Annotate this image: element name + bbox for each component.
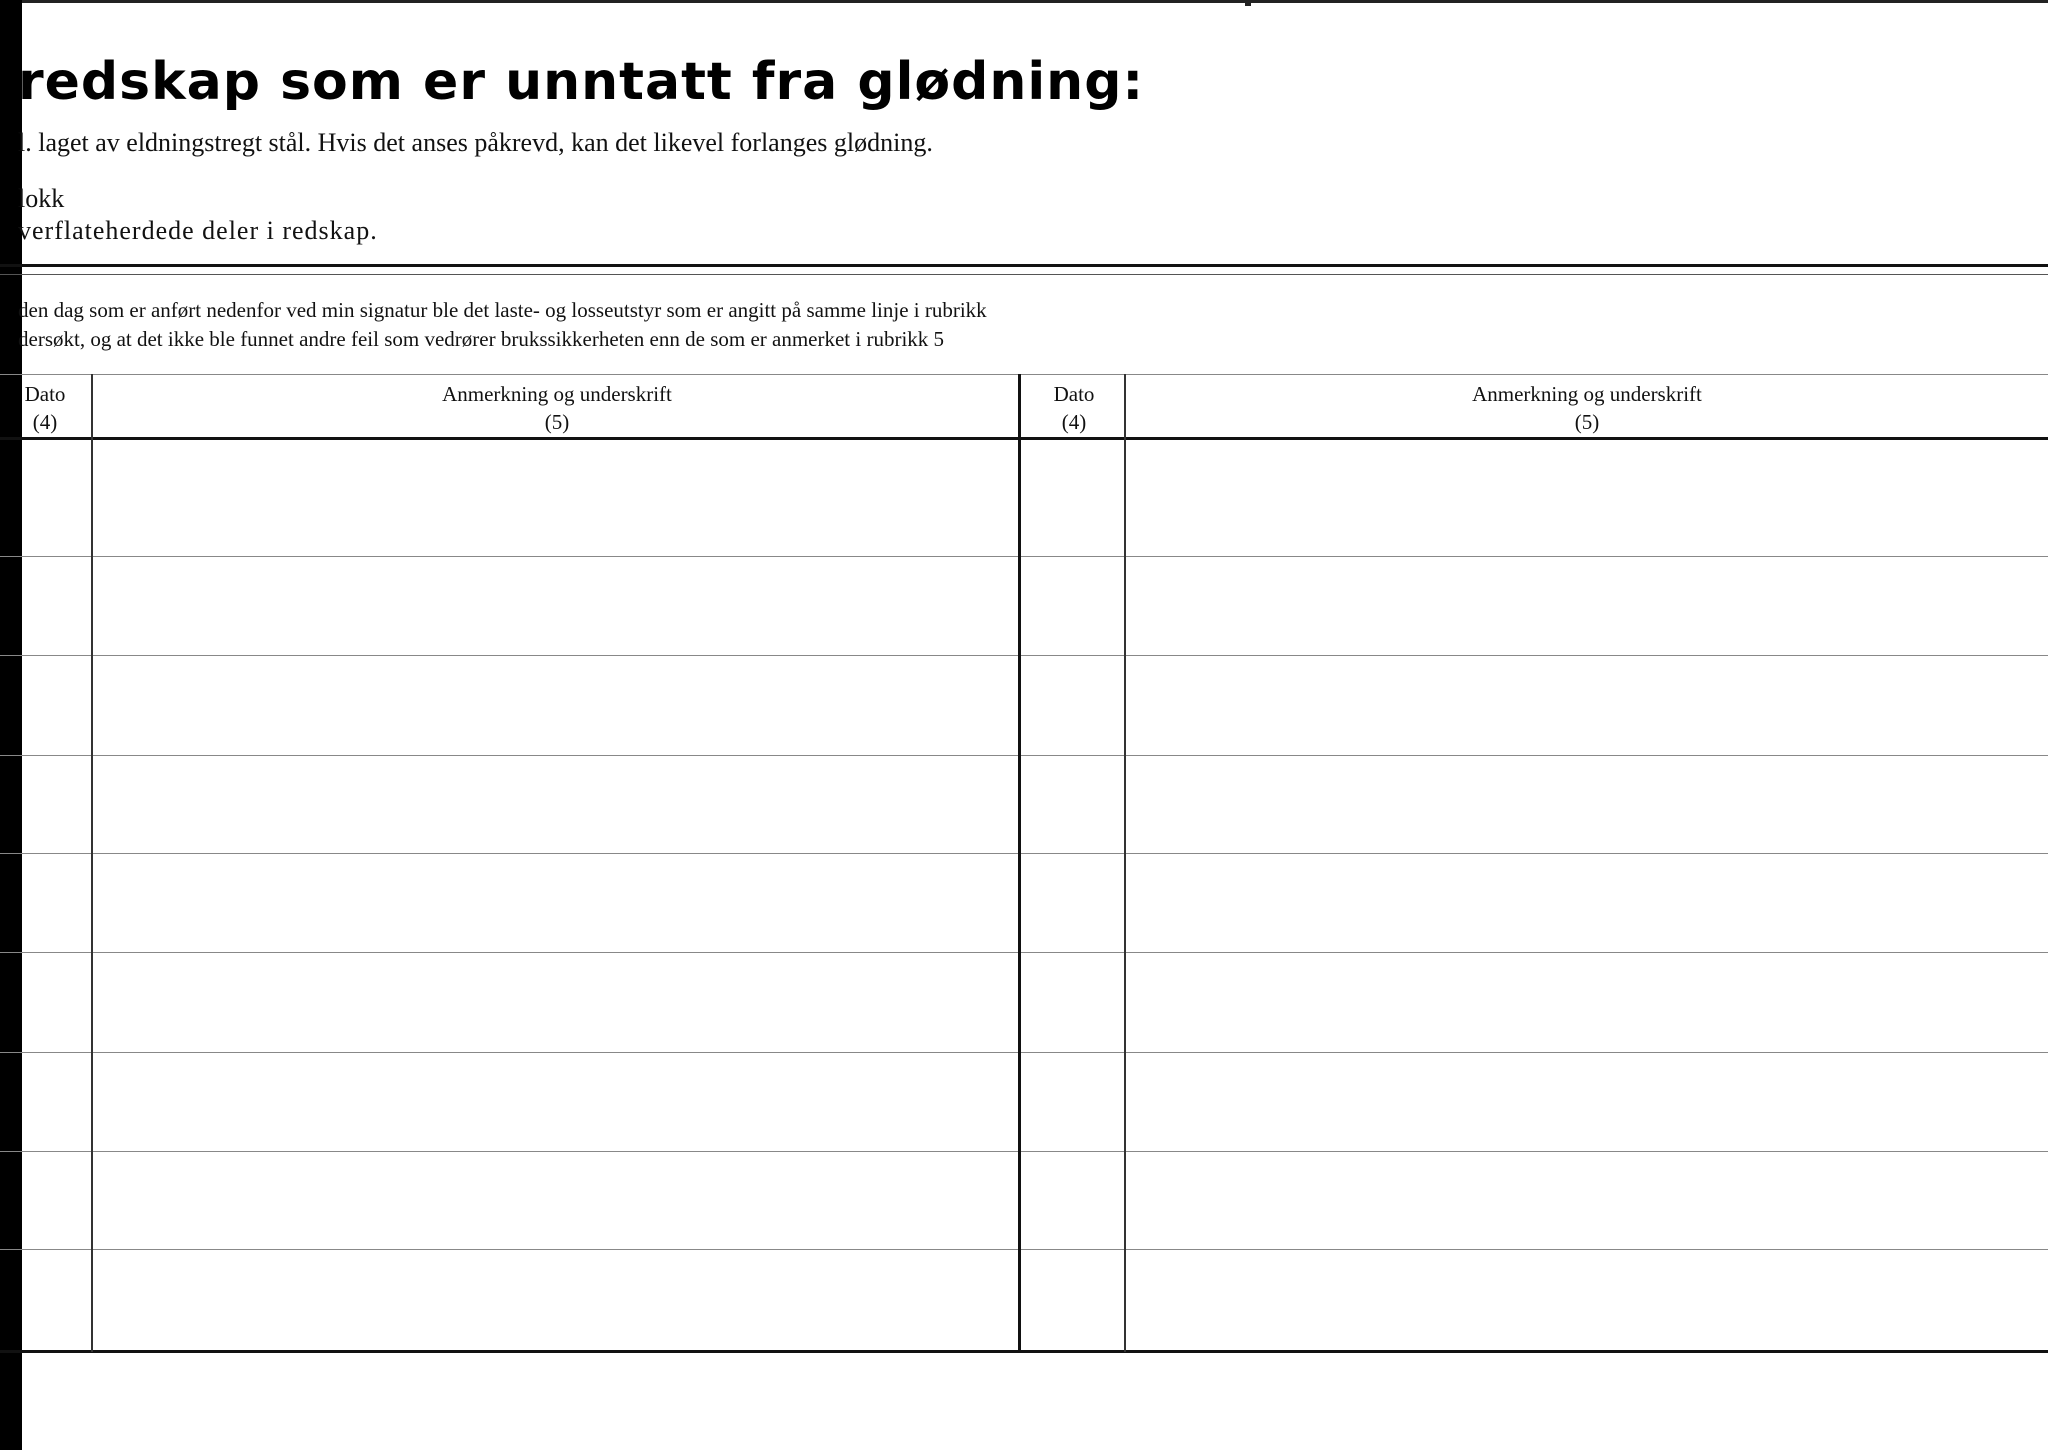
right-date-cell[interactable] [1022, 1053, 1126, 1151]
right-remark-cell[interactable] [1126, 656, 2048, 755]
right-remark-cell[interactable] [1126, 1053, 2048, 1151]
left-date-header [10, 380, 80, 436]
left-remark-cell[interactable] [94, 1250, 1020, 1350]
right-remark-cell[interactable] [1126, 1250, 2048, 1350]
table-row [0, 1053, 2048, 1151]
note-line-1: l. laget av eldningstregt stål. Hvis det anses påkrevd, kan det likevel forlanges glødning. [18, 128, 933, 157]
left-remark-cell[interactable] [94, 953, 1020, 1052]
top-border-mark [1245, 0, 1251, 6]
right-date-cell[interactable] [1022, 1250, 1126, 1350]
table-row [0, 440, 2048, 556]
right-date-label: Dato [1053, 382, 1095, 406]
table-row [0, 756, 2048, 853]
section-heading: redskap som er unntatt fra glødning: [18, 52, 1145, 112]
left-remark-label: Anmerkning og underskrift [442, 382, 672, 406]
left-date-cell[interactable] [22, 440, 92, 556]
note-line-3: verflateherdede deler i redskap. [18, 216, 378, 245]
right-remark-cell[interactable] [1126, 953, 2048, 1052]
left-date-cell[interactable] [22, 1250, 92, 1350]
table-row [0, 1152, 2048, 1249]
left-date-cell[interactable] [22, 854, 92, 952]
left-date-cell[interactable] [22, 656, 92, 755]
right-remark-cell[interactable] [1126, 756, 2048, 853]
right-date-cell[interactable] [1022, 440, 1126, 556]
right-date-header [1022, 380, 1126, 436]
right-remark-cell[interactable] [1126, 557, 2048, 655]
right-remark-column-number: (5) [1574, 410, 1600, 434]
section-divider-thin [0, 274, 2048, 275]
table-row [0, 1250, 2048, 1350]
left-remark-cell[interactable] [94, 756, 1020, 853]
left-date-label: Dato [24, 382, 66, 406]
right-remark-label: Anmerkning og underskrift [1472, 382, 1702, 406]
right-date-column-number: (4) [1061, 410, 1087, 434]
left-date-cell[interactable] [22, 1152, 92, 1249]
note-line-2: lokk [18, 184, 65, 213]
declaration-line-1: den dag som er anført nedenfor ved min signatur ble det laste- og losseutstyr som er angitt på samme linje i rubrikk [18, 298, 987, 322]
left-remark-cell[interactable] [94, 1053, 1020, 1151]
right-date-cell[interactable] [1022, 953, 1126, 1052]
left-date-cell[interactable] [22, 953, 92, 1052]
table-row [0, 656, 2048, 755]
table-row [0, 854, 2048, 952]
left-date-cell[interactable] [22, 1053, 92, 1151]
left-remark-column-number: (5) [544, 410, 570, 434]
left-date-cell[interactable] [22, 557, 92, 655]
section-divider [0, 264, 2048, 267]
right-date-cell[interactable] [1022, 656, 1126, 755]
left-remark-cell[interactable] [94, 854, 1020, 952]
right-date-cell[interactable] [1022, 557, 1126, 655]
table-bottom-line [0, 1350, 2048, 1353]
left-remark-header [94, 380, 1020, 436]
right-date-column-divider [1124, 374, 1126, 1352]
right-remark-cell[interactable] [1126, 854, 2048, 952]
table-row [0, 557, 2048, 655]
left-remark-cell[interactable] [94, 656, 1020, 755]
center-column-divider [1018, 374, 1021, 1353]
left-date-column-number: (4) [32, 410, 58, 434]
right-remark-cell[interactable] [1126, 1152, 2048, 1249]
top-border-line [0, 0, 2048, 3]
table-top-line [0, 374, 2048, 375]
right-date-cell[interactable] [1022, 854, 1126, 952]
left-remark-cell[interactable] [94, 557, 1020, 655]
right-date-cell[interactable] [1022, 756, 1126, 853]
left-date-cell[interactable] [22, 756, 92, 853]
left-remark-cell[interactable] [94, 440, 1020, 556]
right-remark-cell[interactable] [1126, 440, 2048, 556]
left-date-column-divider [91, 374, 93, 1352]
right-date-cell[interactable] [1022, 1152, 1126, 1249]
declaration-line-2: dersøkt, og at det ikke ble funnet andre feil som vedrører brukssikkerheten enn de som er anmerket i rubrikk 5 [18, 327, 945, 351]
table-row [0, 953, 2048, 1052]
right-remark-header [1126, 380, 2048, 436]
left-remark-cell[interactable] [94, 1152, 1020, 1249]
